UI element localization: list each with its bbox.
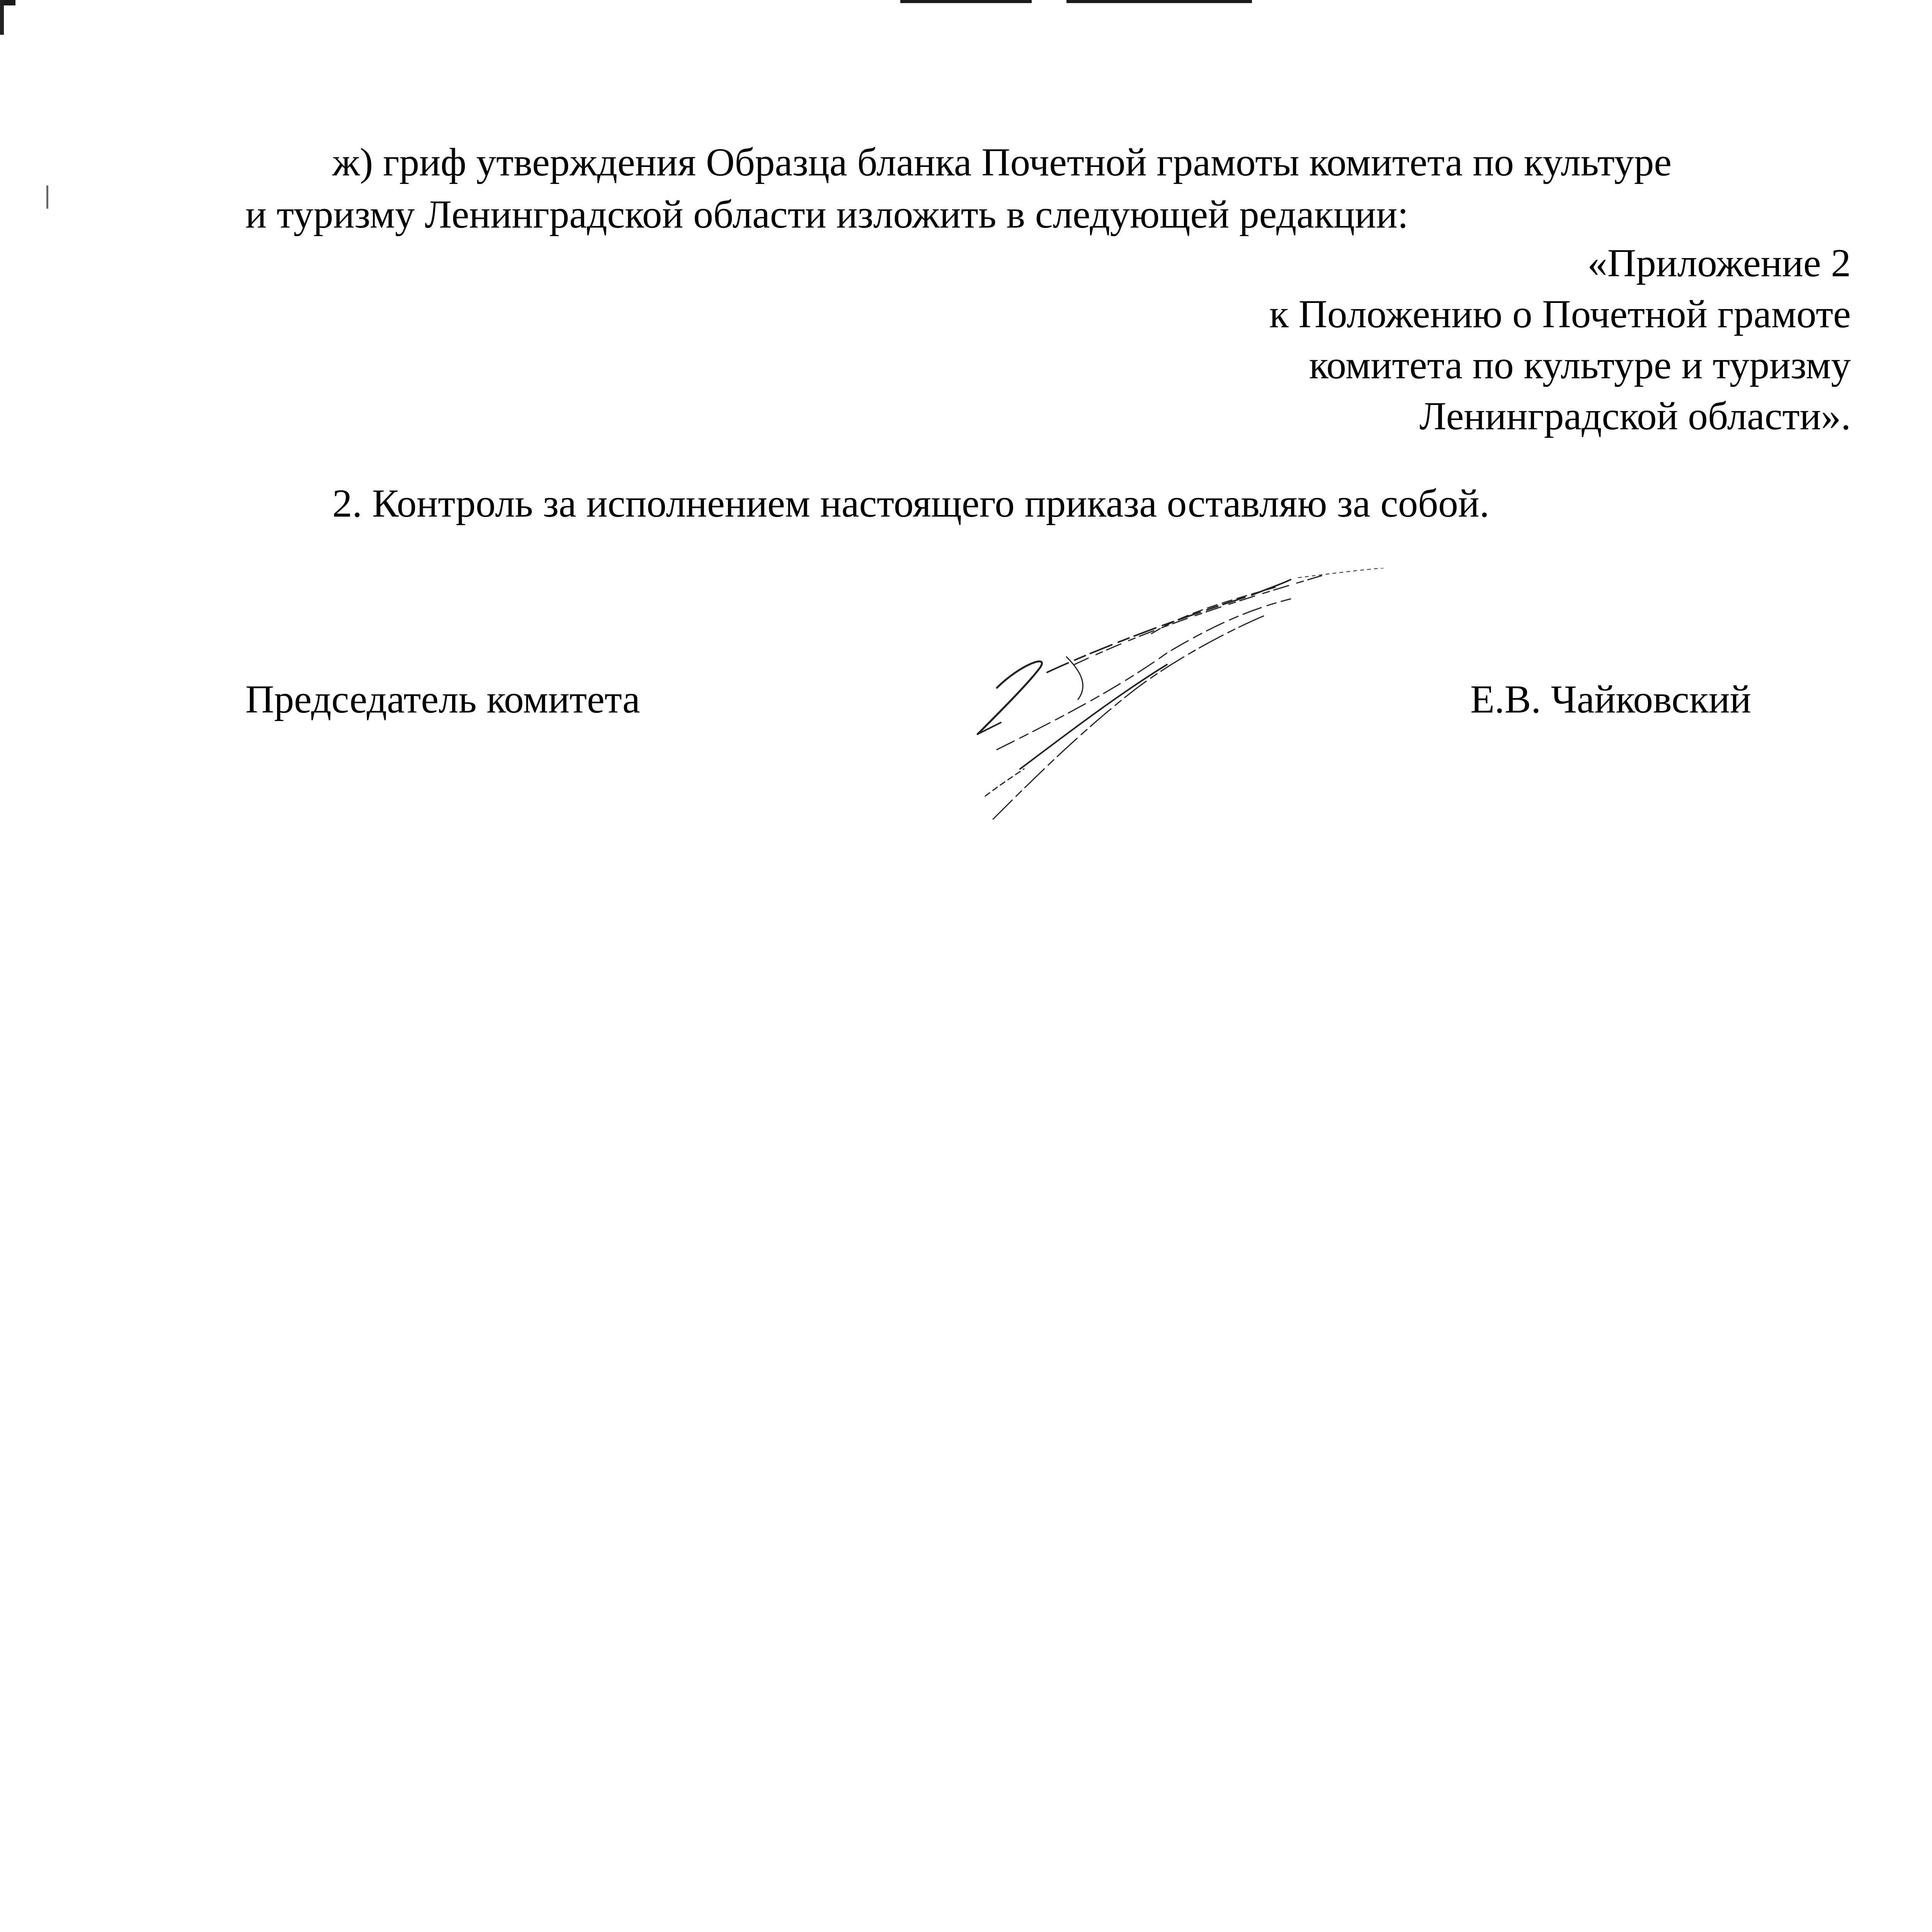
signatory-name: Е.В. Чайковский bbox=[1470, 677, 1751, 721]
signatory-position: Председатель комитета bbox=[245, 677, 640, 721]
appendix-heading-line: к Положению о Почетной грамоте bbox=[1269, 292, 1851, 336]
scan-artifact bbox=[46, 185, 48, 209]
paragraph-line: ж) гриф утверждения Образца бланка Почетной грамоты комитета по культуре bbox=[332, 140, 1672, 184]
handwritten-signature bbox=[951, 568, 1406, 838]
scan-artifact bbox=[0, 0, 4, 35]
paragraph-line: и туризму Ленинградской области изложить в следующей редакции: bbox=[245, 192, 1409, 236]
scan-artifact bbox=[1066, 0, 1252, 3]
appendix-heading-line: Ленинградской области». bbox=[1419, 394, 1851, 438]
appendix-heading bbox=[1269, 238, 1851, 442]
appendix-heading-line: комитета по культуре и туризму bbox=[1309, 343, 1851, 387]
scan-artifact bbox=[900, 0, 1032, 3]
paragraph-2: 2. Контроль за исполнением настоящего приказа оставляю за собой. bbox=[332, 481, 1490, 526]
appendix-heading-line: «Приложение 2 bbox=[1587, 241, 1851, 285]
